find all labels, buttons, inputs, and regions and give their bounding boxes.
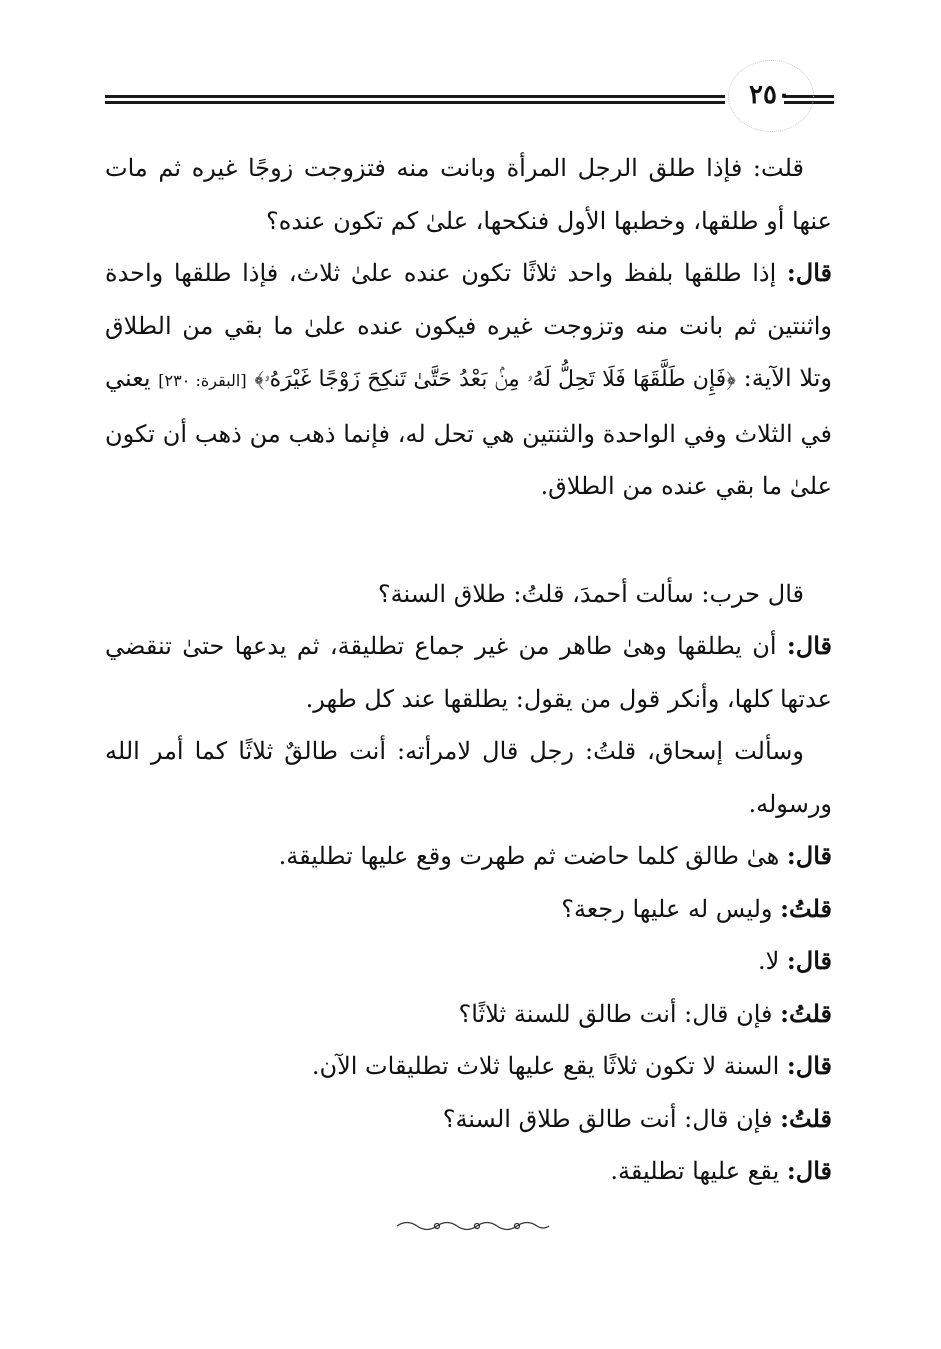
qa-line — [105, 1093, 832, 1146]
quran-brace-close: ﴾ — [254, 367, 265, 392]
paragraph-question-1: قلت: فإذا طلق الرجل المرأة وبانت منه فتزوجت زوجًا غيره ثم مات عنها أو طلقها، وخطبها الأول فنكحها، علىٰ كم تكون عنده؟ — [105, 154, 832, 235]
speaker-label: قال: — [786, 841, 832, 870]
qa-text: يقع عليها تطليقة. — [610, 1157, 780, 1185]
qa-text: هىٰ طالق كلما حاضت ثم طهرت وقع عليها تطليقة. — [278, 842, 780, 870]
speaker-label: قلتُ: — [780, 893, 832, 923]
qa-text: وليس له عليها رجعة؟ — [561, 894, 773, 923]
paragraph-question-3: وسألت إسحاق، قلتُ: رجل قال لامرأته: أنت طالقٌ ثلاثًا كما أمر الله ورسوله. — [105, 737, 832, 818]
page-header — [0, 0, 941, 130]
qa-line — [105, 1040, 832, 1093]
qa-line — [105, 883, 832, 936]
header-rule-top — [105, 95, 725, 98]
speaker-label: قال: — [786, 946, 832, 975]
speaker-label: قال: — [786, 258, 832, 287]
section-gap — [105, 513, 832, 568]
qa-line — [105, 1145, 832, 1198]
qa-line — [105, 935, 832, 988]
paragraph-question-2: قال حرب: سألت أحمدَ، قلتُ: طلاق السنة؟ — [377, 579, 804, 608]
qa-text: لا. — [757, 947, 780, 975]
answer-text-continued: يعني في الثلاث وفي الواحدة والثنتين هي تحل له، فإنما ذهب من ذهب أن تكون علىٰ ما بقي عنده من الطلاق. — [105, 364, 833, 500]
paragraph-answer-2 — [105, 620, 832, 725]
paragraph-answer-1 — [105, 247, 832, 513]
verse-reference: [البقرة: ٢٣٠] — [158, 371, 247, 390]
qa-text: السنة لا تكون ثلاثًا يقع عليها ثلاث تطليقات الآن. — [311, 1052, 780, 1080]
header-rule-bottom — [105, 101, 725, 104]
qa-text: فإن قال: أنت طالق للسنة ثلاثًا؟ — [458, 999, 773, 1028]
answer-text: إذا طلقها بلفظ واحد ثلاثًا تكون عنده علىٰ ثلاث، فإذا طلقها واحدة واثنتين ثم بانت منه وتزوجت غيره فيكون عنده علىٰ ما بقي من الطلاق وتلا الآية: — [105, 259, 832, 392]
page-number: ٢٥٠ — [749, 80, 791, 110]
speaker-label: قال: — [786, 1051, 832, 1080]
page-body — [105, 142, 832, 1198]
end-ornament — [393, 1218, 553, 1234]
qa-line — [105, 830, 832, 883]
quran-verse: فَإِن طَلَّقَهَا فَلَا تَحِلُّ لَهُۥ مِنۢ بَعْدُ حَتَّىٰ تَنكِحَ زَوْجًا غَيْرَهُۥ — [264, 367, 727, 392]
answer-text: أن يطلقها وهىٰ طاهر من غير جماع تطليقة، ثم يدعها حتىٰ تنقضي عدتها كلها، وأنكر قول من يقول: يطلقها عند كل طهر. — [105, 632, 832, 713]
qa-text: فإن قال: أنت طالق طلاق السنة؟ — [442, 1104, 773, 1133]
speaker-label: قال: — [786, 631, 832, 660]
speaker-label: قال: — [786, 1156, 832, 1185]
speaker-label: قلتُ: — [780, 1103, 832, 1133]
qa-line — [105, 988, 832, 1041]
speaker-label: قلتُ: — [780, 998, 832, 1028]
quran-brace-open: ﴿ — [726, 367, 736, 392]
